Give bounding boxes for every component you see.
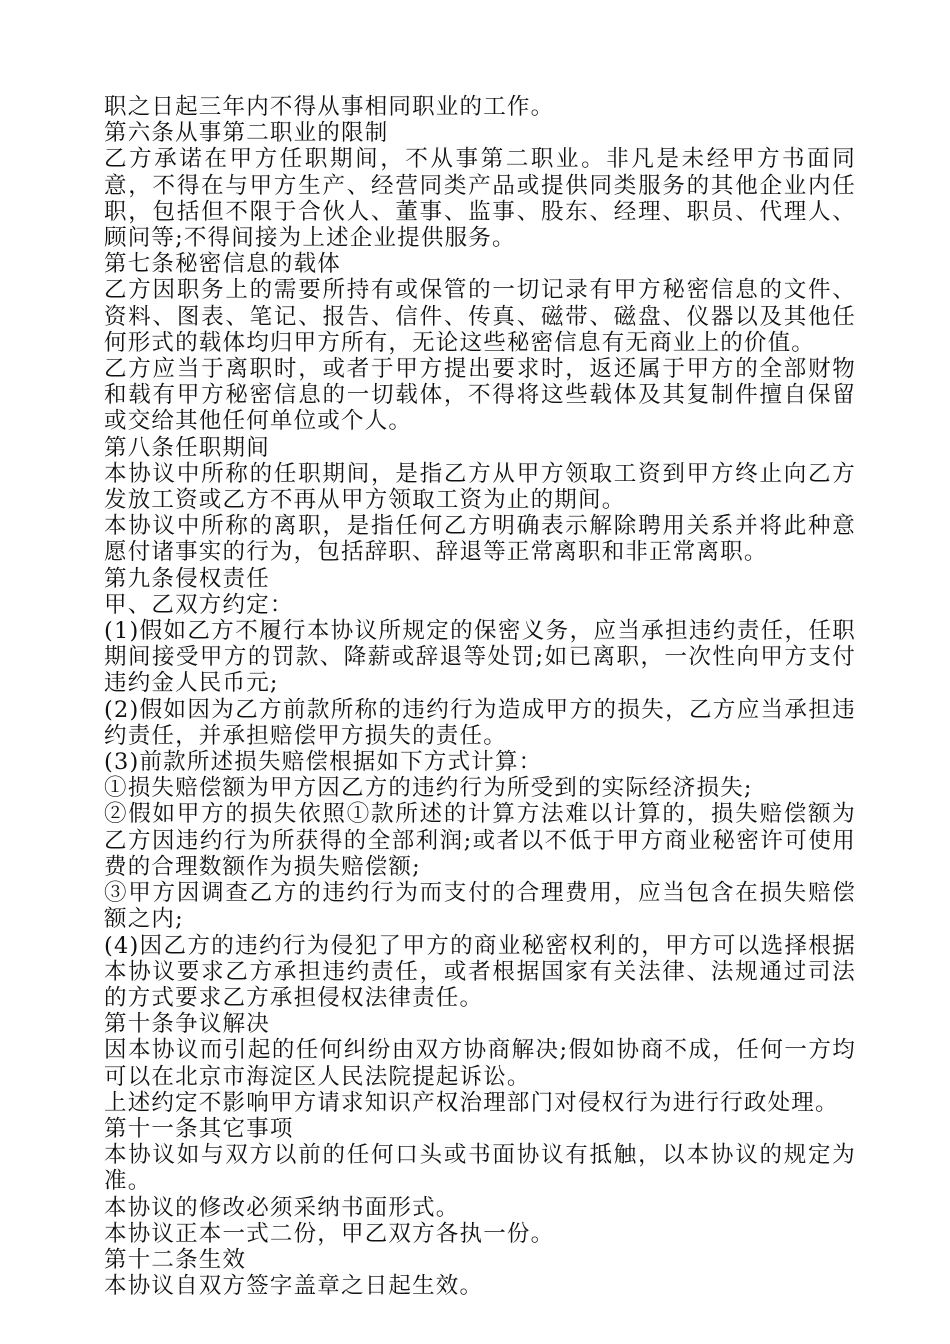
article-9-item-2: (2)假如因为乙方前款所称的违约行为造成甲方的损失，乙方应当承担违约责任，并承担赔偿甲方损失的责任。 [104, 696, 856, 749]
article-11-paragraph-1: 本协议如与双方以前的任何口头或书面协议有抵触，以本协议的规定为准。 [104, 1142, 856, 1195]
article-11-heading: 第十一条其它事项 [104, 1115, 294, 1142]
document-page [104, 94, 856, 1299]
article-9-item-4: (4)因乙方的违约行为侵犯了甲方的商业秘密权利的，甲方可以选择根据本协议要求乙方承担违约责任，或者根据国家有关法律、法规通过司法的方式要求乙方承担侵权法律责任。 [104, 932, 856, 1011]
article-12-heading: 第十二条生效 [104, 1246, 247, 1273]
article-11-paragraph-3: 本协议正本一式二份，甲乙双方各执一份。 [104, 1220, 555, 1247]
article-9-intro: 甲、乙双方约定： [104, 591, 294, 618]
article-10-paragraph-1: 因本协议而引起的任何纠纷由双方协商解决;假如协商不成，任何一方均可以在北京市海淀区人民法院提起诉讼。 [104, 1037, 856, 1090]
article-6-heading: 第六条从事第二职业的限制 [104, 120, 389, 147]
article-9-subitem-2: ②假如甲方的损失依照①款所述的计算方法难以计算的，损失赔偿额为乙方因违约行为所获得的全部利润;或者以不低于甲方商业秘密许可使用费的合理数额作为损失赔偿额; [104, 801, 856, 880]
article-7-paragraph-1: 乙方因职务上的需要所持有或保管的一切记录有甲方秘密信息的文件、资料、图表、笔记、报告、信件、传真、磁带、磁盘、仪器以及其他任何形式的载体均归甲方所有，无论这些秘密信息有无商业上的价值。 [104, 277, 856, 356]
article-9-subitem-3: ③甲方因调查乙方的违约行为而支付的合理费用，应当包含在损失赔偿额之内; [104, 880, 856, 933]
article-7-heading: 第七条秘密信息的载体 [104, 251, 342, 278]
article-7-paragraph-2: 乙方应当于离职时，或者于甲方提出要求时，返还属于甲方的全部财物和载有甲方秘密信息的一切载体，不得将这些载体及其复制件擅自保留或交给其他任何单位或个人。 [104, 356, 856, 435]
article-10-heading: 第十条争议解决 [104, 1011, 270, 1038]
article-9-item-3: (3)前款所述损失赔偿根据如下方式计算： [104, 749, 543, 776]
article-6-paragraph: 乙方承诺在甲方任职期间，不从事第二职业。非凡是未经甲方书面同意，不得在与甲方生产、经营同类产品或提供同类服务的其他企业内任职，包括但不限于合伙人、董事、监事、股东、经理、职员、代理人、顾问等;不得间接为上述企业提供服务。 [104, 146, 856, 252]
article-12-paragraph: 本协议自双方签字盖章之日起生效。 [104, 1273, 484, 1300]
article-8-paragraph-1: 本协议中所称的任职期间，是指乙方从甲方领取工资到甲方终止向乙方发放工资或乙方不再从甲方领取工资为止的期间。 [104, 460, 856, 514]
article-9-subitem-1: ①损失赔偿额为甲方因乙方的违约行为所受到的实际经济损失; [104, 775, 753, 802]
paragraph-continuation: 职之日起三年内不得从事相同职业的工作。 [104, 94, 555, 120]
article-9-item-1: (1)假如乙方不履行本协议所规定的保密义务，应当承担违约责任，任职期间接受甲方的罚款、降薪或辞退等处罚;如已离职，一次性向甲方支付违约金人民币元; [104, 618, 856, 697]
article-11-paragraph-2: 本协议的修改必须采纳书面形式。 [104, 1194, 460, 1221]
article-10-paragraph-2: 上述约定不影响甲方请求知识产权治理部门对侵权行为进行行政处理。 [104, 1089, 839, 1116]
article-9-heading: 第九条侵权责任 [104, 565, 270, 592]
article-8-heading: 第八条任职期间 [104, 434, 270, 461]
article-8-paragraph-2: 本协议中所称的离职，是指任何乙方明确表示解除聘用关系并将此种意愿付诸事实的行为，包括辞职、辞退等正常离职和非正常离职。 [104, 513, 856, 566]
